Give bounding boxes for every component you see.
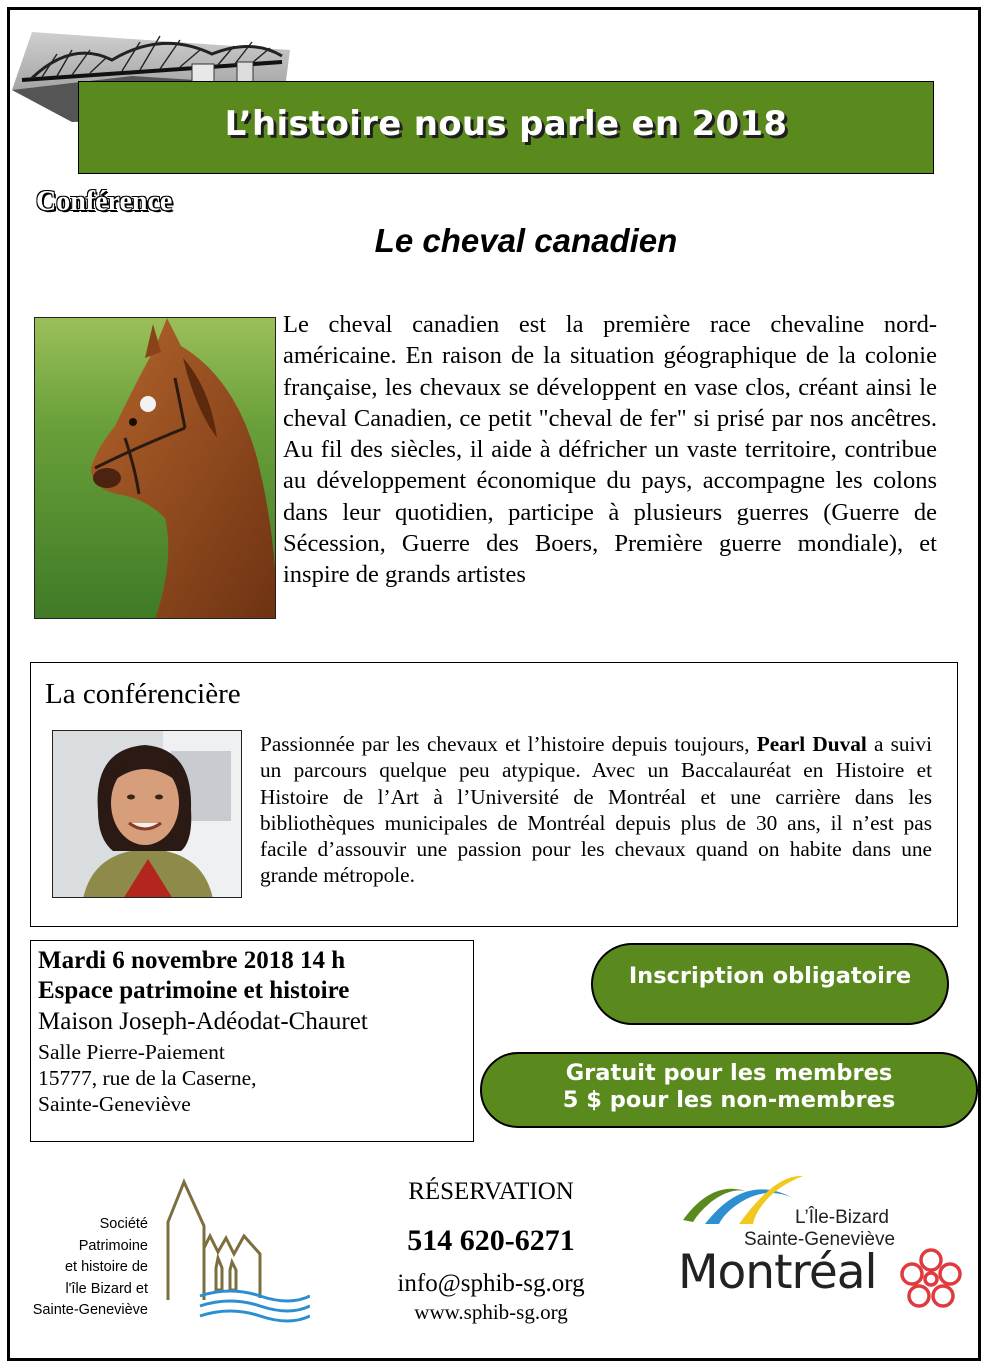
borough-line-2: Sainte-Geneviève (744, 1229, 896, 1250)
org-line: Patrimoine (78, 1237, 148, 1254)
banner-title: L’histoire nous parle en 2018 (224, 104, 788, 144)
borough-city: Montréal (678, 1245, 877, 1300)
speaker-heading: La conférencière (45, 678, 241, 710)
speaker-bio-rest: a suivi un parcours quelque peu atypique. Avec un Baccalauréat en Histoire et Histoire de l’Art à l’Université de Montréal et une carrière dans les bibliothèques municipales de Montréal depuis plus de 30 ans, il n’est pas facile d’assouvir une passion pour les chevaux quand on habite dans une grande métropole. (260, 732, 932, 888)
event-street: 15777, rue de la Caserne, (38, 1066, 257, 1090)
montreal-rose-icon (898, 1246, 964, 1312)
horse-photo (34, 317, 276, 619)
price-nonmembers: 5 $ pour les non-membres (562, 1087, 896, 1113)
reservation-website: www.sphib-sg.org (414, 1300, 568, 1324)
org-line: l'île Bizard et (65, 1280, 148, 1297)
reservation-email: info@sphib-sg.org (397, 1270, 585, 1297)
org-line: Société (99, 1216, 148, 1232)
speaker-portrait (52, 730, 242, 898)
church-logo-icon (160, 1178, 310, 1328)
price-badge (480, 1052, 978, 1128)
borough-line-1: L’Île-Bizard (795, 1207, 889, 1228)
registration-badge: Inscription obligatoire (591, 943, 949, 1025)
speaker-bio (260, 731, 932, 889)
speaker-name: Pearl Duval (756, 732, 867, 756)
title-banner (78, 81, 934, 174)
org-line: et histoire de (64, 1259, 148, 1275)
event-house: Maison Joseph-Adéodat-Chauret (38, 1008, 368, 1035)
event-room: Salle Pierre-Paiement (38, 1040, 225, 1064)
event-venue: Espace patrimoine et histoire (38, 977, 350, 1004)
conference-title: Le cheval canadien (374, 222, 678, 259)
price-members: Gratuit pour les membres (565, 1060, 893, 1086)
conference-description: Le cheval canadien est la première race chevaline nord-américaine. En raison de la situation géographique de la colonie française, les chevaux se développent en vase clos, créant ainsi le cheval Canadien, ce petit "cheval de fer" si prisé par nos ancêtres. Au fil des siècles, il aide à défricher un vaste territoire, contribue au développement économique du pays, accompagne les colons dans leur quotidien, participe à plusieurs guerres (Guerre de Sécession, Guerre des Boers, Première guerre mondiale), et inspire de grands artistes (283, 311, 937, 589)
organization-name (14, 1214, 148, 1322)
event-city: Sainte-Geneviève (38, 1092, 191, 1116)
reservation-phone: 514 620-6271 (407, 1224, 575, 1257)
conference-label: Conférence (36, 186, 173, 217)
org-line: Sainte-Geneviève (32, 1302, 148, 1318)
speaker-bio-intro: Passionnée par les chevaux et l’histoire depuis toujours, (260, 732, 750, 756)
event-date: Mardi 6 novembre 2018 14 h (38, 947, 346, 974)
reservation-label: RÉSERVATION (408, 1178, 574, 1205)
